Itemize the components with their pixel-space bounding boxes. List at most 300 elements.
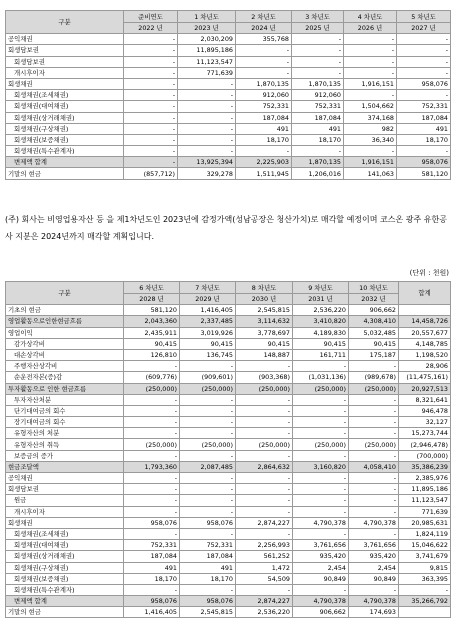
cell-value: - — [397, 90, 451, 101]
table-row — [6, 484, 451, 495]
table-row — [6, 584, 451, 595]
header-year: 2032 년 — [349, 294, 399, 305]
cell-value: - — [124, 34, 178, 45]
header-year: 2027 년 — [397, 23, 451, 34]
row-label: 공익채권 — [6, 473, 124, 484]
cell-value: - — [397, 56, 451, 67]
row-label: 회생담보권 — [6, 45, 124, 56]
cell-value: - — [124, 394, 180, 405]
cell-value: - — [292, 67, 344, 78]
cell-value: - — [124, 134, 178, 145]
cell-value: (1,031,136) — [293, 372, 349, 383]
cell-value: 126,810 — [124, 349, 180, 360]
cell-value: 906,662 — [293, 607, 349, 618]
cell-value: 4,790,378 — [293, 517, 349, 528]
cell-value: - — [180, 584, 236, 595]
table-row — [6, 506, 451, 517]
cell-value: (250,000) — [293, 439, 349, 450]
cell-value: - — [236, 45, 292, 56]
cell-value: 581,120 — [124, 305, 180, 316]
header-period: 1 차년도 — [178, 11, 236, 23]
cell-value: - — [349, 495, 399, 506]
cell-value: - — [124, 112, 178, 123]
cell-value — [399, 305, 451, 316]
cell-value: 11,895,186 — [178, 45, 236, 56]
table-row — [6, 90, 451, 101]
cell-value: - — [236, 361, 293, 372]
table-row — [6, 34, 451, 45]
row-label: 회생채권(상거래채권) — [6, 112, 124, 123]
cell-value: - — [349, 506, 399, 517]
cell-value: 752,331 — [180, 540, 236, 551]
row-label: 회생채권 — [6, 78, 124, 89]
cell-value: (909,601) — [180, 372, 236, 383]
row-label: 회생채권(대여채권) — [6, 540, 124, 551]
cell-value: - — [124, 67, 178, 78]
cell-value: - — [180, 405, 236, 416]
row-label: 투자자산처분 — [6, 394, 124, 405]
cell-value: 18,170 — [236, 134, 292, 145]
cell-value: 2,454 — [293, 562, 349, 573]
cell-value: 3,160,820 — [293, 461, 349, 472]
header-period: 7 차년도 — [180, 282, 236, 294]
cell-value: - — [293, 528, 349, 539]
cell-value: (250,000) — [180, 383, 236, 394]
cell-value: 1,870,135 — [236, 78, 292, 89]
cell-value: (250,000) — [236, 439, 293, 450]
cell-value: 355,768 — [236, 34, 292, 45]
cell-value — [399, 607, 451, 618]
row-label: 개시후이자 — [6, 506, 124, 517]
cell-value: 32,127 — [399, 417, 451, 428]
cell-value: 18,170 — [292, 134, 344, 145]
cell-value: 946,478 — [399, 405, 451, 416]
cell-value: - — [178, 90, 236, 101]
cell-value: 3,114,632 — [236, 316, 293, 327]
cell-value: 18,170 — [180, 573, 236, 584]
cell-value: 18,170 — [397, 134, 451, 145]
cell-value: - — [124, 90, 178, 101]
cell-value: 1,472 — [236, 562, 293, 573]
cell-value: - — [124, 361, 180, 372]
cell-value: - — [180, 361, 236, 372]
cell-value: 2,545,815 — [180, 607, 236, 618]
cell-value: - — [397, 146, 451, 157]
header-period: 9 차년도 — [293, 282, 349, 294]
cell-value: 90,415 — [293, 338, 349, 349]
cell-value: 912,060 — [292, 90, 344, 101]
cell-value: - — [124, 450, 180, 461]
table-row — [6, 573, 451, 584]
header-year: 2029 년 — [180, 294, 236, 305]
cell-value: 1,206,016 — [292, 168, 344, 179]
row-label: 변제액 합계 — [6, 596, 124, 607]
table-row — [6, 394, 451, 405]
cell-value: 187,084 — [292, 112, 344, 123]
cell-value: - — [180, 528, 236, 539]
cell-value: - — [124, 484, 180, 495]
row-label: 대손상각비 — [6, 349, 124, 360]
header-period: 10 차년도 — [349, 282, 399, 294]
header-row — [6, 11, 451, 23]
row-label: 회생채권(특수관계자) — [6, 146, 124, 157]
cell-value: - — [344, 34, 397, 45]
cell-value: 35,266,792 — [399, 596, 451, 607]
cell-value: 187,084 — [397, 112, 451, 123]
cell-value: - — [178, 146, 236, 157]
cell-value: - — [180, 417, 236, 428]
cell-value: - — [349, 394, 399, 405]
cell-value: - — [236, 450, 293, 461]
cell-value: 4,790,378 — [349, 517, 399, 528]
cell-value: - — [180, 484, 236, 495]
header-year: 2031 년 — [293, 294, 349, 305]
header-period: 6 차년도 — [124, 282, 180, 294]
row-label: 개시후이자 — [6, 67, 124, 78]
row-label: 원금 — [6, 495, 124, 506]
cell-value: - — [236, 67, 292, 78]
row-label: 장기대여금의 회수 — [6, 417, 124, 428]
cell-value: 1,416,405 — [124, 607, 180, 618]
table-row — [6, 372, 451, 383]
header-period: 준비연도 — [124, 11, 178, 23]
table-row — [6, 495, 451, 506]
cell-value: 2,256,993 — [236, 540, 293, 551]
row-label: 순운전자본(증)감 — [6, 372, 124, 383]
cell-value: - — [124, 473, 180, 484]
cell-value: 2,536,220 — [236, 607, 293, 618]
row-label: 기말의 현금 — [6, 607, 124, 618]
cell-value: 491 — [236, 123, 292, 134]
cell-value: - — [293, 361, 349, 372]
cell-value: 958,076 — [397, 157, 451, 168]
cell-value: - — [349, 473, 399, 484]
cell-value: 11,123,547 — [178, 56, 236, 67]
cell-value: - — [124, 528, 180, 539]
cell-value: 18,170 — [124, 573, 180, 584]
cell-value: 161,711 — [293, 349, 349, 360]
cell-value: - — [349, 528, 399, 539]
cell-value: 958,076 — [124, 517, 180, 528]
cell-value: 958,076 — [397, 78, 451, 89]
cell-value: 3,778,697 — [236, 327, 293, 338]
cell-value: - — [124, 101, 178, 112]
header-row — [6, 282, 451, 294]
cell-value: 14,458,726 — [399, 316, 451, 327]
cell-value: (250,000) — [124, 383, 180, 394]
cell-value: 906,662 — [349, 305, 399, 316]
cell-value: - — [293, 473, 349, 484]
cell-value: 36,340 — [344, 134, 397, 145]
row-label: 회생담보권 — [6, 56, 124, 67]
cell-value: - — [124, 78, 178, 89]
cell-value: - — [178, 123, 236, 134]
cell-value: (250,000) — [236, 383, 293, 394]
header-period: 8 차년도 — [236, 282, 293, 294]
cell-value: - — [236, 528, 293, 539]
cell-value: 1,198,520 — [399, 349, 451, 360]
cell-value: - — [236, 56, 292, 67]
table-row — [6, 596, 451, 607]
table-row — [6, 461, 451, 472]
cell-value: 187,084 — [180, 551, 236, 562]
cell-value: 4,148,785 — [399, 338, 451, 349]
cell-value: 3,761,656 — [349, 540, 399, 551]
cell-value: - — [293, 394, 349, 405]
cell-value: (11,475,161) — [399, 372, 451, 383]
row-label: 변제액 합계 — [6, 157, 124, 168]
cell-value: 2,874,227 — [236, 517, 293, 528]
cell-value: - — [124, 417, 180, 428]
table-row — [6, 361, 451, 372]
cell-value: - — [236, 428, 293, 439]
cell-value: 11,895,186 — [399, 484, 451, 495]
cell-value: 1,793,360 — [124, 461, 180, 472]
row-label: 회생채권(보증채권) — [6, 573, 124, 584]
cell-value: 4,189,830 — [293, 327, 349, 338]
cell-value: - — [236, 394, 293, 405]
table-row — [6, 327, 451, 338]
cell-value: 148,887 — [236, 349, 293, 360]
cell-value: 2,030,209 — [178, 34, 236, 45]
table-row — [6, 405, 451, 416]
table-row — [6, 146, 451, 157]
cell-value: 912,060 — [236, 90, 292, 101]
cell-value: - — [344, 56, 397, 67]
cell-value: 771,639 — [399, 506, 451, 517]
cell-value: 13,925,394 — [178, 157, 236, 168]
cell-value: 1,916,151 — [344, 78, 397, 89]
cell-value: 20,985,631 — [399, 517, 451, 528]
cell-value: 11,123,547 — [399, 495, 451, 506]
table-row — [6, 607, 451, 618]
cell-value: - — [124, 506, 180, 517]
cell-value: - — [124, 146, 178, 157]
header-label: 구분 — [6, 282, 124, 305]
cell-value: 374,168 — [344, 112, 397, 123]
table-row — [6, 56, 451, 67]
cell-value: 752,331 — [236, 101, 292, 112]
cell-value: - — [344, 90, 397, 101]
cell-value: - — [180, 394, 236, 405]
table-row — [6, 383, 451, 394]
header-year: 2028 년 — [124, 294, 180, 305]
cell-value: 90,849 — [349, 573, 399, 584]
cell-value: - — [293, 405, 349, 416]
header-year: 2030 년 — [236, 294, 293, 305]
table-row — [6, 540, 451, 551]
cell-value: - — [124, 584, 180, 595]
table-row — [6, 428, 451, 439]
footnote: (주) 회사는 비영업용자산 등 을 제1차년도인 2023년에 감정가액(성남공장은 청산가치)로 매각할 예정이며 코스온 광주 유한공사 지분은 2024년까지 매각할 계획입니다. — [5, 215, 447, 241]
unit-label: (단위 : 천원) — [409, 269, 449, 277]
cell-value: 15,046,622 — [399, 540, 451, 551]
cell-value: 491 — [180, 562, 236, 573]
cell-value: 174,693 — [349, 607, 399, 618]
cell-value: - — [344, 146, 397, 157]
cell-value: - — [178, 112, 236, 123]
cell-value: 2,385,976 — [399, 473, 451, 484]
table-row — [6, 67, 451, 78]
cell-value: 90,849 — [293, 573, 349, 584]
cell-value: (250,000) — [293, 383, 349, 394]
cell-value: - — [397, 34, 451, 45]
cell-value: 1,870,135 — [292, 157, 344, 168]
cell-value: - — [399, 584, 451, 595]
cell-value: - — [124, 405, 180, 416]
repayment-table-2 — [5, 281, 451, 618]
cell-value: 2,087,485 — [180, 461, 236, 472]
cell-value: 982 — [344, 123, 397, 134]
cell-value: - — [180, 450, 236, 461]
cell-value: - — [344, 45, 397, 56]
cell-value: 2,225,903 — [236, 157, 292, 168]
cell-value: (250,000) — [180, 439, 236, 450]
cell-value: - — [180, 506, 236, 517]
cell-value: 20,927,513 — [399, 383, 451, 394]
cell-value: - — [293, 506, 349, 517]
table-row — [6, 349, 451, 360]
cell-value: - — [124, 428, 180, 439]
cell-value: 4,790,378 — [293, 596, 349, 607]
row-label: 감가상각비 — [6, 338, 124, 349]
cell-value: 935,420 — [349, 551, 399, 562]
row-label: 영업이익 — [6, 327, 124, 338]
repayment-table-1 — [5, 10, 451, 180]
cell-value: (250,000) — [124, 439, 180, 450]
header-label: 구분 — [6, 11, 124, 34]
cell-value: - — [349, 417, 399, 428]
cell-value: - — [124, 123, 178, 134]
cell-value: 1,504,662 — [344, 101, 397, 112]
cell-value: 28,906 — [399, 361, 451, 372]
row-label: 유형자산의 처분 — [6, 428, 124, 439]
cell-value: 935,420 — [293, 551, 349, 562]
table-row — [6, 168, 451, 179]
cell-value: 175,187 — [349, 349, 399, 360]
header-year: 2022 년 — [124, 23, 178, 34]
cell-value: 581,120 — [397, 168, 451, 179]
header-period: 3 차년도 — [292, 11, 344, 23]
table-row — [6, 157, 451, 168]
row-label: 회생채권(상거래채권) — [6, 551, 124, 562]
cell-value: 1,870,135 — [292, 78, 344, 89]
cell-value: - — [292, 56, 344, 67]
row-label: 회생채권(특수관계자) — [6, 584, 124, 595]
cell-value: - — [293, 584, 349, 595]
row-label: 회생채권(보증채권) — [6, 134, 124, 145]
row-label: 기말의 현금 — [6, 168, 124, 179]
cell-value: 752,331 — [292, 101, 344, 112]
cell-value: - — [236, 146, 292, 157]
cell-value: 491 — [292, 123, 344, 134]
cell-value: - — [349, 584, 399, 595]
row-label: 보증금의 증가 — [6, 450, 124, 461]
row-label: 회생담보권 — [6, 484, 124, 495]
cell-value: 90,415 — [180, 338, 236, 349]
cell-value: - — [349, 428, 399, 439]
cell-value: - — [293, 450, 349, 461]
cell-value: 4,308,410 — [349, 316, 399, 327]
cell-value: 752,331 — [397, 101, 451, 112]
row-label: 회생채권(구상채권) — [6, 123, 124, 134]
cell-value: (2,946,478) — [399, 439, 451, 450]
cell-value: - — [180, 473, 236, 484]
cell-value: 958,076 — [180, 596, 236, 607]
row-label: 회생채권(대여채권) — [6, 101, 124, 112]
cell-value: 958,076 — [124, 596, 180, 607]
row-label: 투자활동으로 인한 현금흐름 — [6, 383, 124, 394]
cell-value: (250,000) — [349, 383, 399, 394]
cell-value: (700,000) — [399, 450, 451, 461]
table-row — [6, 551, 451, 562]
table-row — [6, 123, 451, 134]
cell-value: 20,557,677 — [399, 327, 451, 338]
cell-value: - — [236, 417, 293, 428]
cell-value: - — [344, 67, 397, 78]
cell-value: 90,415 — [124, 338, 180, 349]
table-row — [6, 450, 451, 461]
cell-value: 15,273,744 — [399, 428, 451, 439]
table-row — [6, 417, 451, 428]
table-row — [6, 517, 451, 528]
cell-value: 90,415 — [236, 338, 293, 349]
header-period: 합계 — [399, 282, 451, 305]
cell-value: 136,745 — [180, 349, 236, 360]
cell-value: 2,435,911 — [124, 327, 180, 338]
cell-value: 363,395 — [399, 573, 451, 584]
header-period: 5 차년도 — [397, 11, 451, 23]
cell-value: - — [124, 56, 178, 67]
cell-value: 329,278 — [178, 168, 236, 179]
cell-value: - — [349, 450, 399, 461]
row-label: 공익채권 — [6, 34, 124, 45]
cell-value: 2,874,227 — [236, 596, 293, 607]
cell-value: 3,761,656 — [293, 540, 349, 551]
cell-value: - — [293, 428, 349, 439]
table-row — [6, 45, 451, 56]
cell-value: - — [236, 484, 293, 495]
cell-value: - — [180, 495, 236, 506]
table-row — [6, 338, 451, 349]
table-row — [6, 101, 451, 112]
header-period: 2 차년도 — [236, 11, 292, 23]
cell-value: (250,000) — [349, 439, 399, 450]
table-row — [6, 305, 451, 316]
table-row — [6, 112, 451, 123]
cell-value: - — [124, 157, 178, 168]
cell-value: 491 — [397, 123, 451, 134]
row-label: 회생채권(조세채권) — [6, 90, 124, 101]
cell-value: 3,019,926 — [180, 327, 236, 338]
cell-value: 54,509 — [236, 573, 293, 584]
cell-value: - — [236, 473, 293, 484]
table-row — [6, 134, 451, 145]
cell-value: (903,368) — [236, 372, 293, 383]
row-label: 단기대여금의 회수 — [6, 405, 124, 416]
cell-value: 3,741,679 — [399, 551, 451, 562]
row-label: 회생채권(조세채권) — [6, 528, 124, 539]
row-label: 유형자산의 취득 — [6, 439, 124, 450]
cell-value: 4,790,378 — [349, 596, 399, 607]
header-year: 2025 년 — [292, 23, 344, 34]
row-label: 회생채권(구상채권) — [6, 562, 124, 573]
cell-value: 2,337,485 — [180, 316, 236, 327]
cell-value: - — [178, 101, 236, 112]
table-row — [6, 316, 451, 327]
cell-value: 771,639 — [178, 67, 236, 78]
table-row — [6, 562, 451, 573]
